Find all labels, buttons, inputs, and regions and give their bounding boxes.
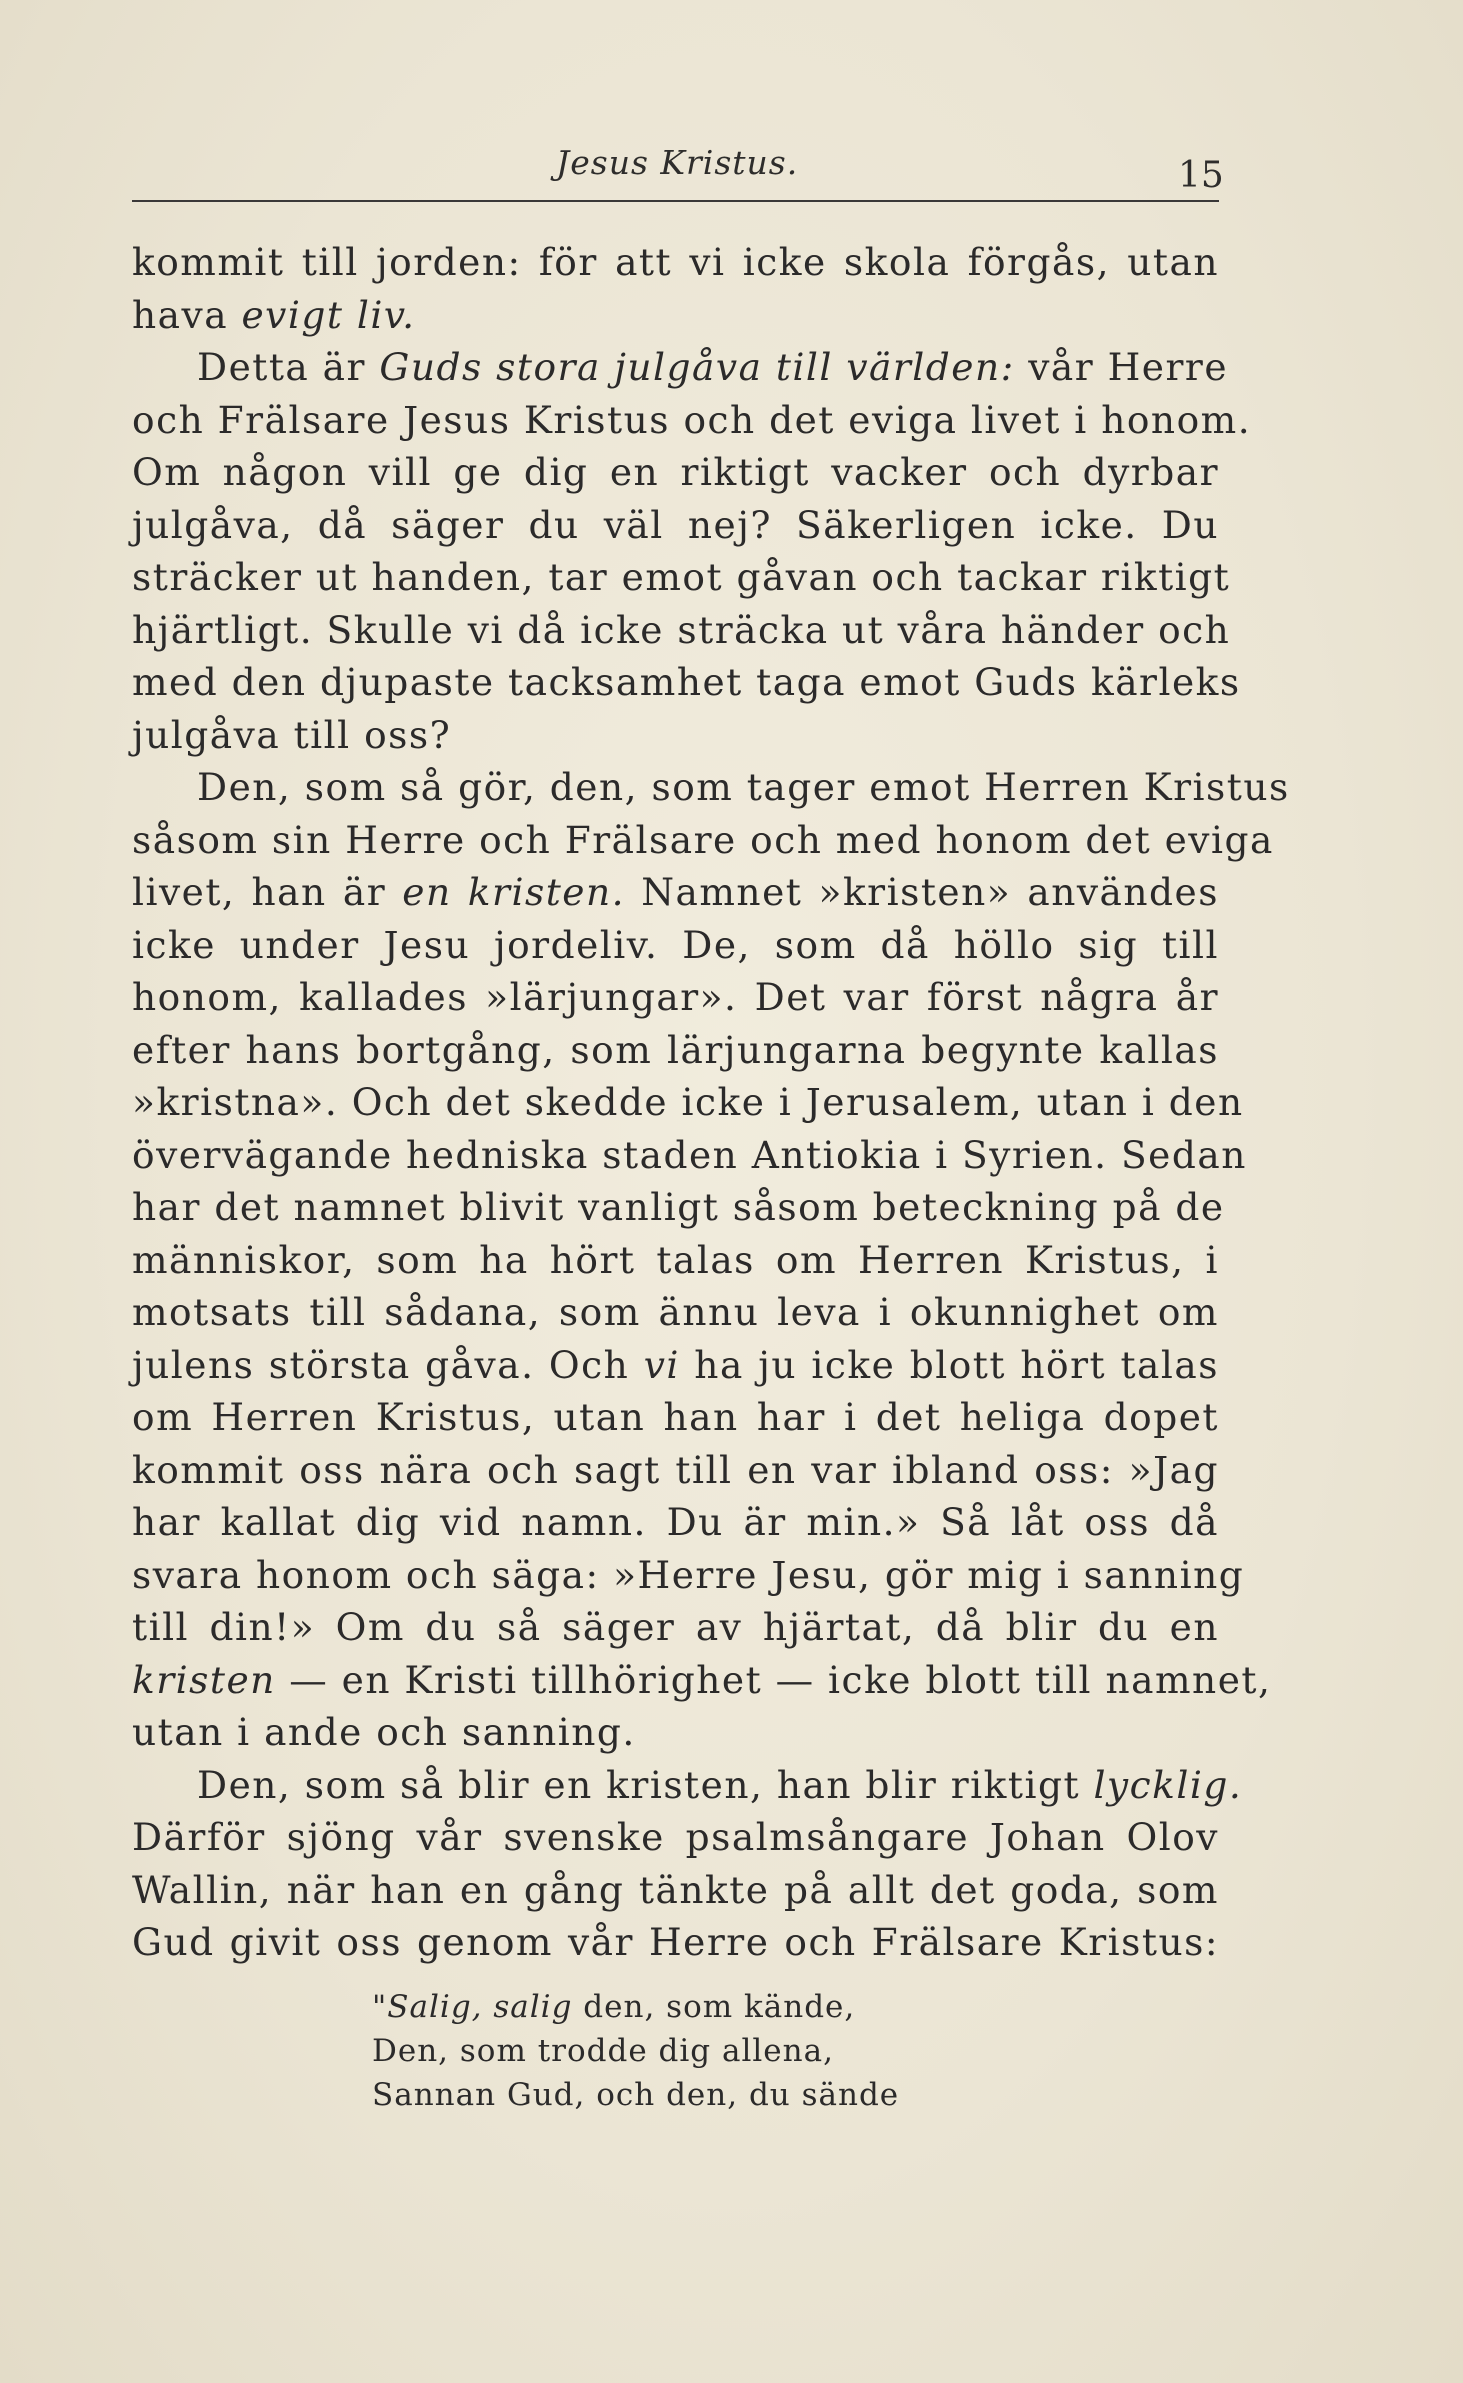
text-line: Därför sjöng vår svenske psalmsångare Johan Olov xyxy=(132,1815,1219,1859)
text-line xyxy=(132,1339,1219,1392)
text-line xyxy=(132,1654,1272,1707)
text-line xyxy=(132,1759,1243,1812)
text-line: hjärtligt. Skulle vi då icke sträcka ut våra händer och xyxy=(132,607,1231,652)
poem-line: Den, som trodde dig allena, xyxy=(372,2033,834,2069)
text-line: »kristna». Och det skedde icke i Jerusalem, utan i den xyxy=(132,1080,1244,1124)
text-span: julens största gåva. Och xyxy=(132,1342,644,1387)
text-line: med den djupaste tacksamhet taga emot Guds kärleks xyxy=(132,660,1241,704)
text-line: Wallin, när han en gång tänkte på allt det goda, som xyxy=(132,1867,1219,1912)
text-line: utan i ande och sanning. xyxy=(132,1710,636,1754)
text-span: Namnet »kristen» användes xyxy=(625,870,1219,914)
text-span: — en Kristi tillhörighet — icke blott till namnet, xyxy=(275,1657,1272,1702)
text-span: Detta är xyxy=(197,345,380,389)
emphasis-text: Guds stora julgåva till världen: xyxy=(379,345,1015,389)
text-line: människor, som ha hört talas om Herren Kristus, i xyxy=(132,1237,1219,1282)
text-line: icke under Jesu jordeliv. De, som då höllo sig till xyxy=(132,922,1219,967)
poem-line: Sannan Gud, och den, du sände xyxy=(372,2077,900,2113)
text-line: Den, som så gör, den, som tager emot Herren Kristus xyxy=(197,765,1290,809)
emphasis-text: lycklig. xyxy=(1093,1762,1243,1807)
text-line: svara honom och säga: »Herre Jesu, gör mig i sanning xyxy=(132,1552,1245,1597)
emphasis-text: vi xyxy=(643,1342,680,1387)
text-line: Om någon vill ge dig en riktigt vacker och dyrbar xyxy=(132,450,1219,494)
text-line: sträcker ut handen, tar emot gåvan och tackar riktigt xyxy=(132,555,1231,599)
text-span: livet, han är xyxy=(132,870,403,914)
emphasis-text: evigt liv. xyxy=(241,292,416,337)
text-line: såsom sin Herre och Frälsare och med honom det eviga xyxy=(132,817,1274,862)
text-line: har kallat dig vid namn. Du är min.» Så låt oss då xyxy=(132,1500,1219,1544)
text-line: och Frälsare Jesus Kristus och det eviga livet i honom. xyxy=(132,397,1252,442)
text-line: till din!» Om du så säger av hjärtat, då blir du en xyxy=(132,1605,1219,1649)
emphasis-text: Salig, salig xyxy=(387,1989,573,2025)
text-span: den, som kände, xyxy=(572,1989,856,2025)
poem-quote xyxy=(372,1985,899,2117)
text-line: motsats till sådana, som ännu leva i okunnighet om xyxy=(132,1290,1219,1334)
text-line: Gud givit oss genom vår Herre och Frälsare Kristus: xyxy=(132,1920,1219,1964)
text-line xyxy=(132,289,1219,342)
text-line: julgåva, då säger du väl nej? Säkerligen icke. Du xyxy=(132,502,1219,547)
page-number: 15 xyxy=(1178,155,1224,196)
emphasis-text: kristen xyxy=(132,1657,276,1702)
running-header-title: Jesus Kristus. xyxy=(556,143,799,182)
text-line: om Herren Kristus, utan han har i det heliga dopet xyxy=(132,1395,1219,1439)
header-rule xyxy=(132,200,1219,202)
text-line xyxy=(132,341,1229,394)
body-text xyxy=(132,236,1290,1969)
poem-line xyxy=(372,1985,899,2029)
text-span: " xyxy=(372,1989,388,2025)
emphasis-text: en kristen. xyxy=(402,870,626,914)
text-line: kommit till jorden: för att vi icke skola förgås, utan xyxy=(132,240,1219,284)
text-line: övervägande hedniska staden Antiokia i Syrien. Sedan xyxy=(132,1132,1247,1177)
text-line: kommit oss nära och sagt till en var ibland oss: »Jag xyxy=(132,1447,1219,1492)
text-line: julgåva till oss? xyxy=(132,712,452,757)
text-line: har det namnet blivit vanligt såsom beteckning på de xyxy=(132,1185,1225,1229)
text-line: honom, kallades »lärjungar». Det var först några år xyxy=(132,975,1219,1019)
text-span: Den, som så blir en kristen, han blir riktigt xyxy=(197,1762,1094,1807)
text-span: ha ju icke blott hört talas xyxy=(679,1342,1219,1387)
text-span: vår Herre xyxy=(1014,345,1229,389)
text-span: hava xyxy=(132,292,242,337)
text-line xyxy=(132,866,1219,919)
text-line: efter hans bortgång, som lärjungarna begynte kallas xyxy=(132,1027,1219,1072)
